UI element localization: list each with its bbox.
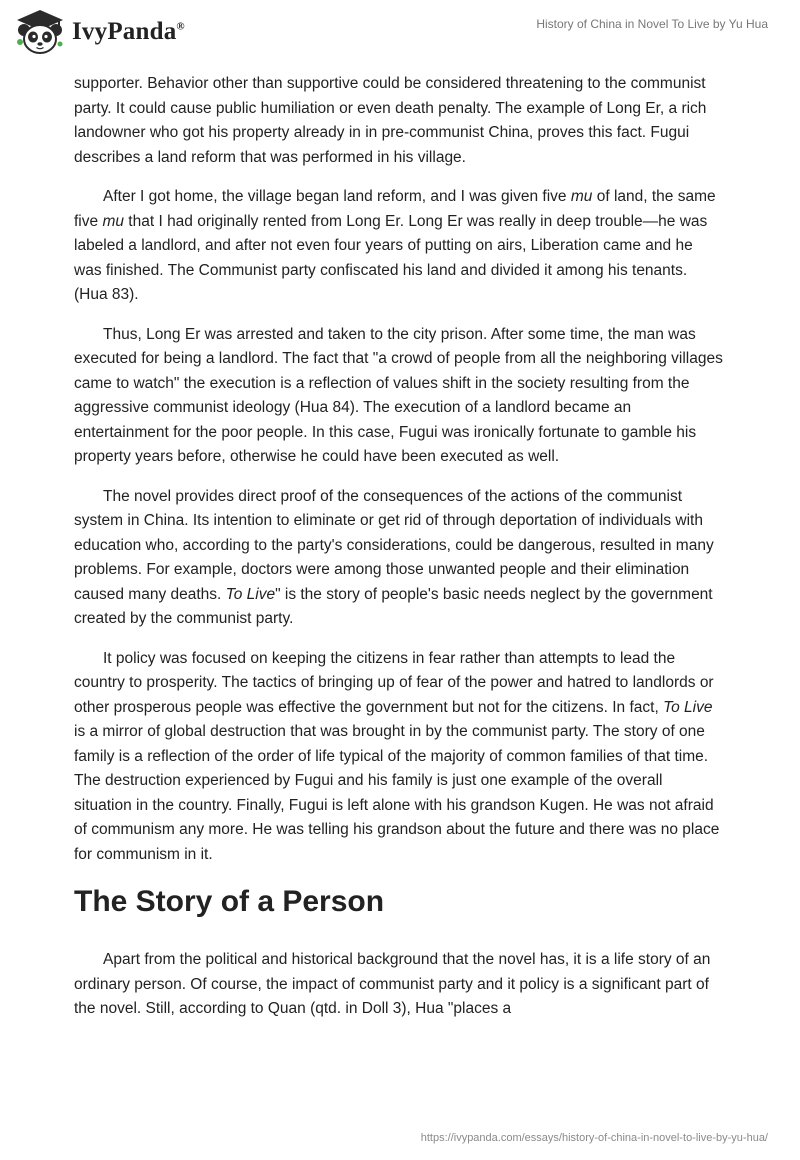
quote-paragraph: After I got home, the village began land reform, and I was given five mu of land, the same five mu that I had originally rented from Long Er. Long Er was really in deep trouble—he was labeled a landlord, and after not even four years of putting on airs, Liberation came and he was finished. The Communist party confiscated his land and divided it among his tenants. (Hua 83). xyxy=(74,188,716,303)
paragraph: Apart from the political and historical background that the novel has, it is a life story of an ordinary person. Of course, the impact of communist party and it policy is a significant part of the novel. Still, according to Quan (qtd. in Doll 3), Hua "places a xyxy=(74,951,711,1017)
paragraph: The novel provides direct proof of the consequences of the actions of the communist system in China. Its intention to eliminate or get rid of through deportation of individuals with education who, according to the party's considerations, could be dangerous, resulted in many problems. For example, doctors were among those unwanted people and their elimination caused many deaths. To Live" is the story of people's basic needs neglect by the government created by the communist party. xyxy=(74,487,714,627)
paragraph: supporter. Behavior other than supportive could be considered threatening to the communist party. It could cause public humiliation or even death penalty. The example of Long Er, a rich landowner who got his property already in in pre-communist China, proves this fact. Fugui describes a land reform that was performed in his village. xyxy=(74,75,707,166)
paragraph: It policy was focused on keeping the citizens in fear rather than attempts to lead the country to prosperity. The tactics of bringing up of fear of the power and hatred to landlords or other prosperous people was effective the government but not for the citizens. In fact, To Live is a mirror of global destruction that was brought in by the communist party. The story of one family is a reflection of the order of life typical of the majority of common families of that time. The destruction experienced by Fugui and his family is just one example of the overall situation in the country. Finally, Fugui is left alone with his grandson Kugen. He was not afraid of communism any more. He was telling his grandson about the future and there was no place for communism in it. xyxy=(74,649,720,863)
brand-name: IvyPanda® xyxy=(72,18,185,45)
brand-logo[interactable] xyxy=(14,8,185,56)
page-header xyxy=(0,0,800,64)
panda-mascot-icon xyxy=(14,8,66,56)
paragraph: Thus, Long Er was arrested and taken to the city prison. After some time, the man was executed for being a landlord. The fact that "a crowd of people from all the neighboring villages came to watch" the execution is a reflection of values shift in the society resulting from the aggressive communist ideology (Hua 84). The execution of a landlord became an entertainment for the poor people. In this case, Fugui was ironically fortunate to gamble his property years before, otherwise he could have been executed as well. xyxy=(74,325,723,465)
essay-content xyxy=(74,72,724,1037)
document-title: History of China in Novel To Live by Yu Hua xyxy=(536,17,768,31)
source-url[interactable]: https://ivypanda.com/essays/history-of-china-in-novel-to-live-by-yu-hua/ xyxy=(420,1132,768,1144)
section-heading: The Story of a Person xyxy=(74,885,385,918)
